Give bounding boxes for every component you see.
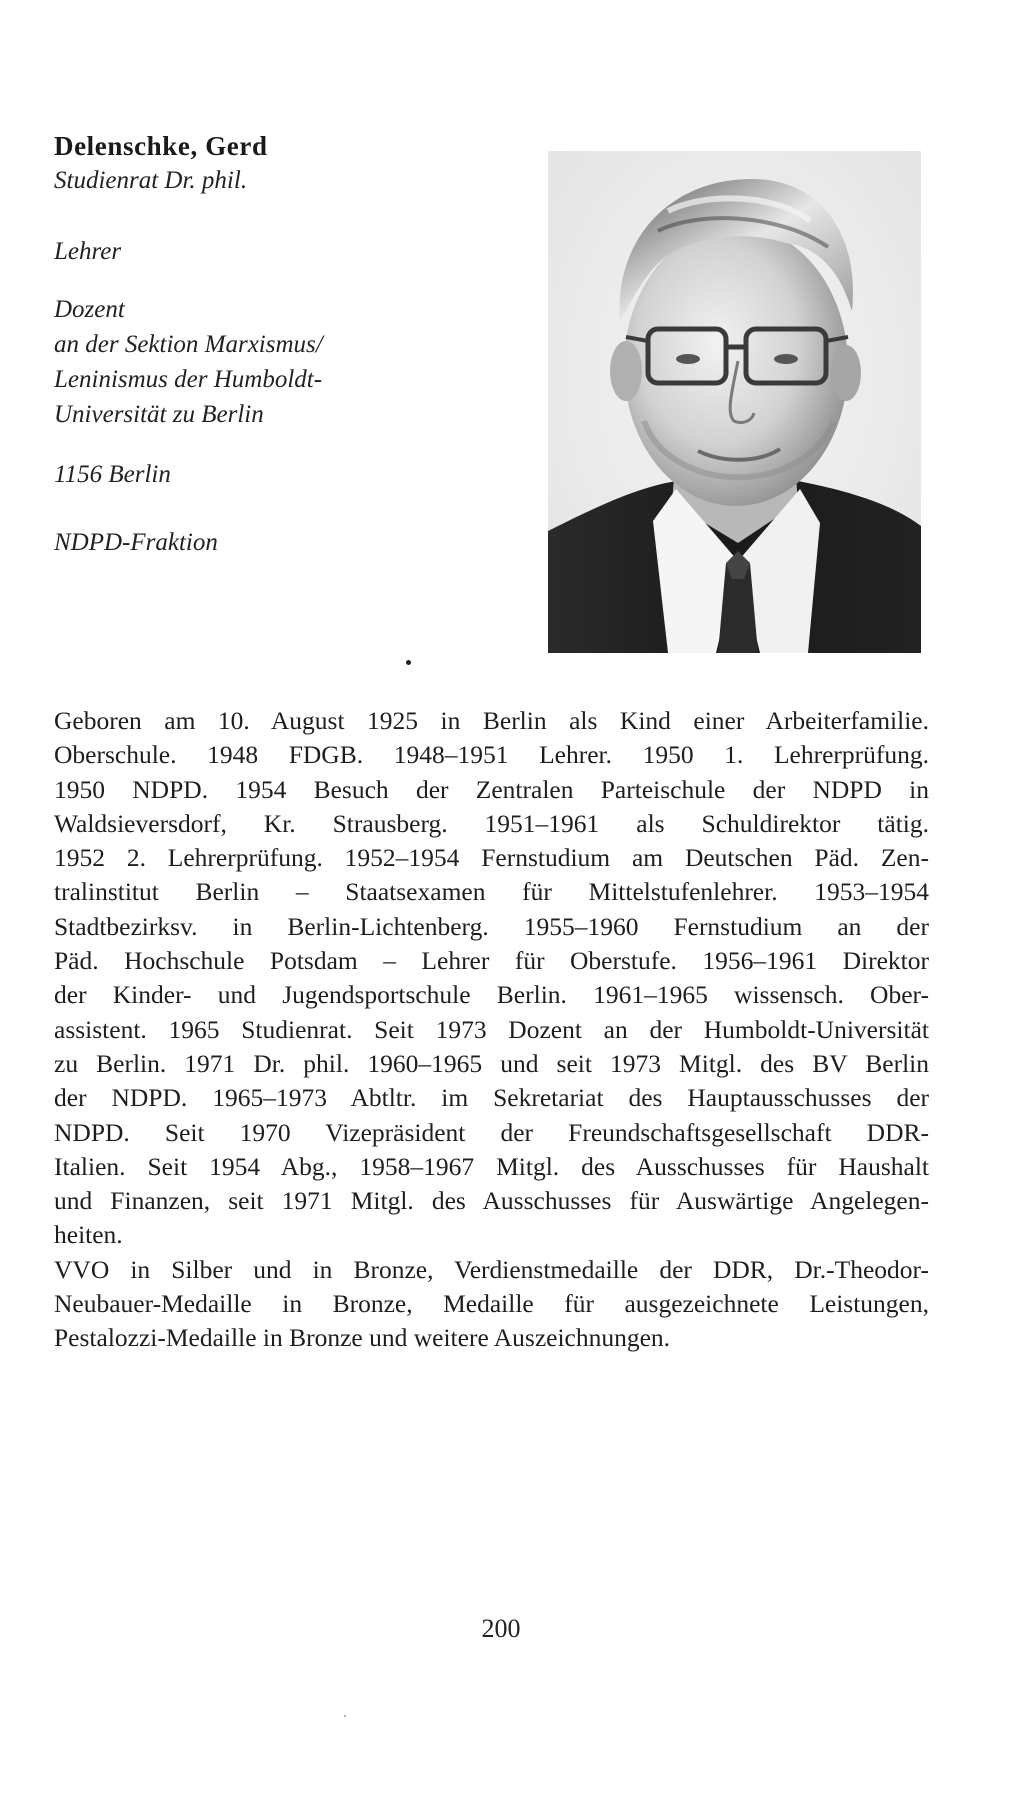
portrait-photo [548, 151, 921, 653]
position-line: Dozent [54, 296, 125, 323]
portrait-illustration [548, 151, 921, 653]
biography-line: und Finanzen, seit 1971 Mitgl. des Ausschusses für Auswärtige Angelegen- [54, 1186, 929, 1216]
person-name: Delenschke, Gerd [54, 131, 268, 161]
biography-line: der Kinder- und Jugendsportschule Berlin. 1961–1965 wissensch. Ober- [54, 980, 929, 1010]
awards-line: Pestalozzi-Medaille in Bronze und weitere Auszeichnungen. [54, 1323, 671, 1353]
biography-text [54, 704, 929, 1356]
awards-line: Neubauer-Medaille in Bronze, Medaille für ausgezeichnete Leistungen, [54, 1289, 929, 1319]
biography-line: Oberschule. 1948 FDGB. 1948–1951 Lehrer. 1950 1. Lehrerprüfung. [54, 740, 929, 770]
biography-line: heiten. [54, 1220, 123, 1250]
biography-line: 1950 NDPD. 1954 Besuch der Zentralen Parteischule der NDPD in [54, 774, 929, 804]
biography-line: Päd. Hochschule Potsdam – Lehrer für Oberstufe. 1956–1961 Direktor [54, 946, 929, 976]
biography-line: tralinstitut Berlin – Staatsexamen für Mittelstufenlehrer. 1953–1954 [54, 877, 929, 907]
biography-line: der NDPD. 1965–1973 Abtltr. im Sekretariat des Hauptausschusses der [54, 1083, 929, 1113]
awards-line: VVO in Silber und in Bronze, Verdienstmedaille der DDR, Dr.-Theodor- [54, 1254, 929, 1284]
position-line: an der Sektion Marxismus/ [54, 331, 323, 358]
academic-title: Studienrat Dr. phil. [54, 167, 248, 194]
biography-line: Italien. Seit 1954 Abg., 1958–1967 Mitgl. des Ausschusses für Haushalt [54, 1151, 929, 1181]
biography-line: Stadtbezirksv. in Berlin-Lichtenberg. 1955–1960 Fernstudium an der [54, 911, 929, 941]
page-number: 200 [481, 1614, 521, 1643]
biography-line: 1952 2. Lehrerprüfung. 1952–1954 Fernstudium am Deutschen Päd. Zen- [54, 843, 929, 873]
scan-speck [344, 1715, 346, 1717]
biography-line: zu Berlin. 1971 Dr. phil. 1960–1965 und seit 1973 Mitgl. des BV Berlin [54, 1048, 929, 1078]
parliamentary-group: NDPD-Fraktion [54, 529, 218, 556]
position-line: Leninismus der Humboldt- [54, 366, 323, 393]
biography-line: Waldsieversdorf, Kr. Strausberg. 1951–1961 als Schuldirektor tätig. [54, 808, 929, 838]
location: 1156 Berlin [54, 461, 171, 488]
position-line: Universität zu Berlin [54, 401, 264, 428]
biography-line: assistent. 1965 Studienrat. Seit 1973 Dozent an der Humboldt-Universität [54, 1014, 929, 1044]
profession: Lehrer [54, 238, 122, 265]
biography-line: NDPD. Seit 1970 Vizepräsident der Freundschaftsgesellschaft DDR- [54, 1117, 929, 1147]
biography-line: Geboren am 10. August 1925 in Berlin als Kind einer Arbeiterfamilie. [54, 706, 929, 735]
separator-dot [406, 660, 411, 665]
